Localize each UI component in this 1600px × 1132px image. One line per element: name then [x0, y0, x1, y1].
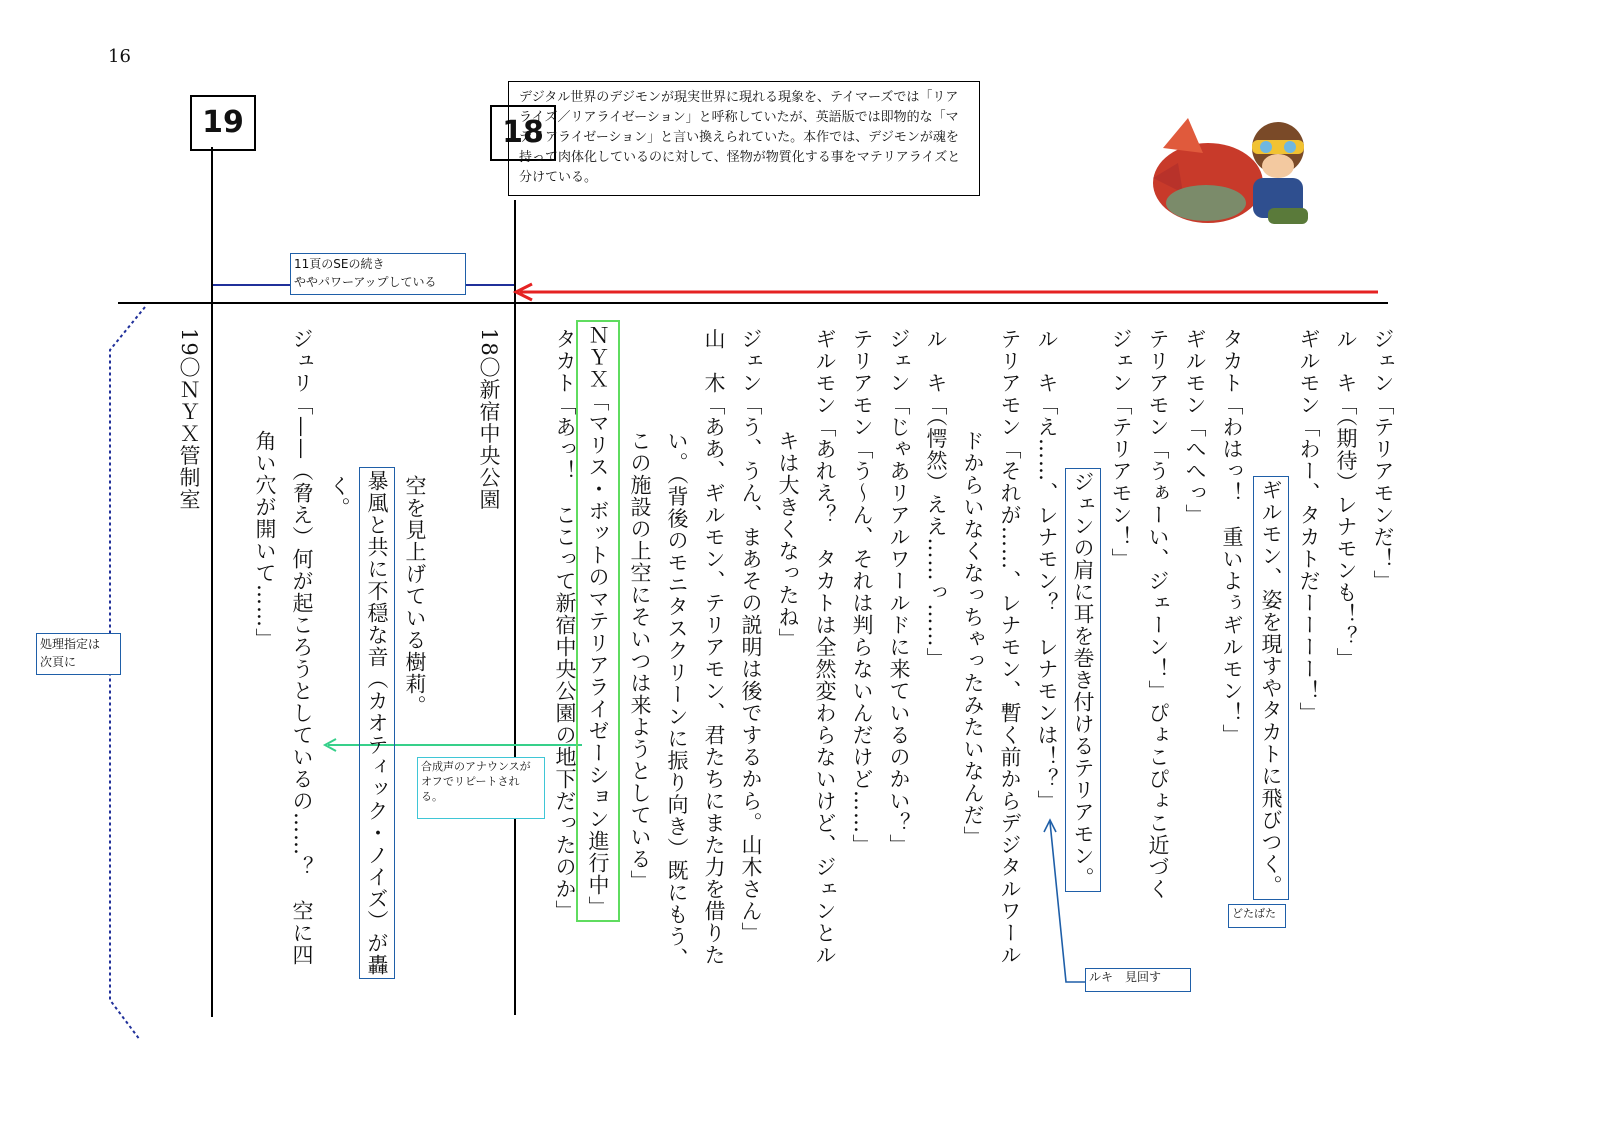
script-line: ル キ「（期待）レナモンも！？」 [1334, 328, 1358, 670]
scene-18-marker: 18 [490, 105, 556, 161]
announcement-note: 合成声のアナウンスがオフでリピートされる。 [417, 757, 545, 819]
script-line: ギルモン「わー、タカトだーーーー！」 [1297, 328, 1321, 724]
script-line-action-highlight: ジェンの肩に耳を巻き付けるテリアモン。 [1065, 468, 1101, 892]
script-line: ギルモン「あれえ？ タカトは全然変わらないけど、ジェンとル [813, 328, 837, 966]
se-note-box [290, 253, 466, 295]
script-line: 空を見上げている樹莉。 [403, 475, 427, 717]
processing-bracket [100, 305, 150, 1045]
tatabata-note: どたばた [1228, 904, 1286, 928]
character-illustration [1148, 108, 1318, 238]
script-line: く。 [327, 475, 351, 519]
script-line: 山 木「ああ、ギルモン、テリアモン、君たちにまた力を借りた [702, 328, 726, 966]
script-line: ル キ「え……、レナモン？ レナモンは！？」 [1035, 328, 1059, 812]
script-line: ジェン「テリアモンだ！」 [1371, 328, 1395, 592]
processing-note [36, 633, 121, 675]
script-line: ジェン「テリアモン！」 [1109, 328, 1133, 570]
nyx-announcement-line: ＮＹＸ「マリス・ボットのマテリアライゼーション進行中」 [576, 320, 620, 922]
script-line: タカト「あっ！ ここって新宿中央公園の地下だったのか」 [553, 328, 577, 922]
script-line: い。（背後のモニタスクリーンに振り向き）既にもう、 [665, 430, 689, 970]
ruki-look-note: ルキ 見回す [1085, 968, 1191, 992]
script-line: ル キ「（愕然）ええ……っ……」 [924, 328, 948, 670]
script-line: 角い穴が開いて……」 [253, 430, 277, 650]
script-line: ギルモン「へへっ」 [1183, 328, 1207, 526]
se-note-line1: 11頁のSEの続き [294, 257, 385, 271]
script-line-sound-highlight: 暴風と共に不穏な音（カオティック・ノイズ）が轟 [359, 467, 395, 979]
script-line: テリアモン「う〜ん、それは判らないんだけど……」 [850, 328, 874, 856]
processing-note-line2: 次頁に [40, 655, 77, 669]
script-line: ドからいなくなっちゃったみたいなんだ」 [961, 430, 985, 848]
script-line: ジュリ「——（脅え）何が起ころうとしているの……？ 空に四 [290, 328, 314, 966]
processing-note-line1: 処理指定は [40, 637, 101, 651]
se-arrow-red [510, 280, 1385, 304]
scene-heading-18: 18〇新宿中央公園 [477, 328, 501, 511]
page-number: 16 [108, 46, 131, 67]
scene-19-line [211, 147, 213, 1017]
scene-18-line [514, 200, 516, 1015]
script-line: この施設の上空にそいつは来ようとしている」 [628, 430, 652, 892]
note-box: デジタル世界のデジモンが現実世界に現れる現象を、テイマーズでは「リアライズ／リアライゼーション」と呼称していたが、英語版では即物的な「マテリアライゼーション」と言い換えられていた。本作では、デジモンが魂を持って肉体化しているのに対して、怪物が物質化する事をマテリアライズと分けている。 [508, 81, 980, 196]
scene-19-marker: 19 [190, 95, 256, 151]
script-line: ジェン「じゃあリアルワールドに来ているのかい？」 [887, 328, 911, 856]
se-note-line2: ややパワーアップしている [294, 275, 437, 289]
script-line: タカト「わはっ！ 重いよぅギルモン！」 [1220, 328, 1244, 746]
scene-heading-19: 19〇ＮＹＸ管制室 [177, 328, 201, 511]
script-line: テリアモン「それが……、レナモン、暫く前からデジタルワール [998, 328, 1022, 966]
script-line: テリアモン「うぁーい、ジェーン！」ぴょこぴょこ近づく [1146, 328, 1170, 900]
script-line-action-highlight: ギルモン、姿を現すやタカトに飛びつく。 [1253, 476, 1289, 900]
script-line: キは大きくなったね」 [776, 430, 800, 650]
script-line: ジェン「う、うん、まあその説明は後でするから。山木さん」 [739, 328, 763, 944]
